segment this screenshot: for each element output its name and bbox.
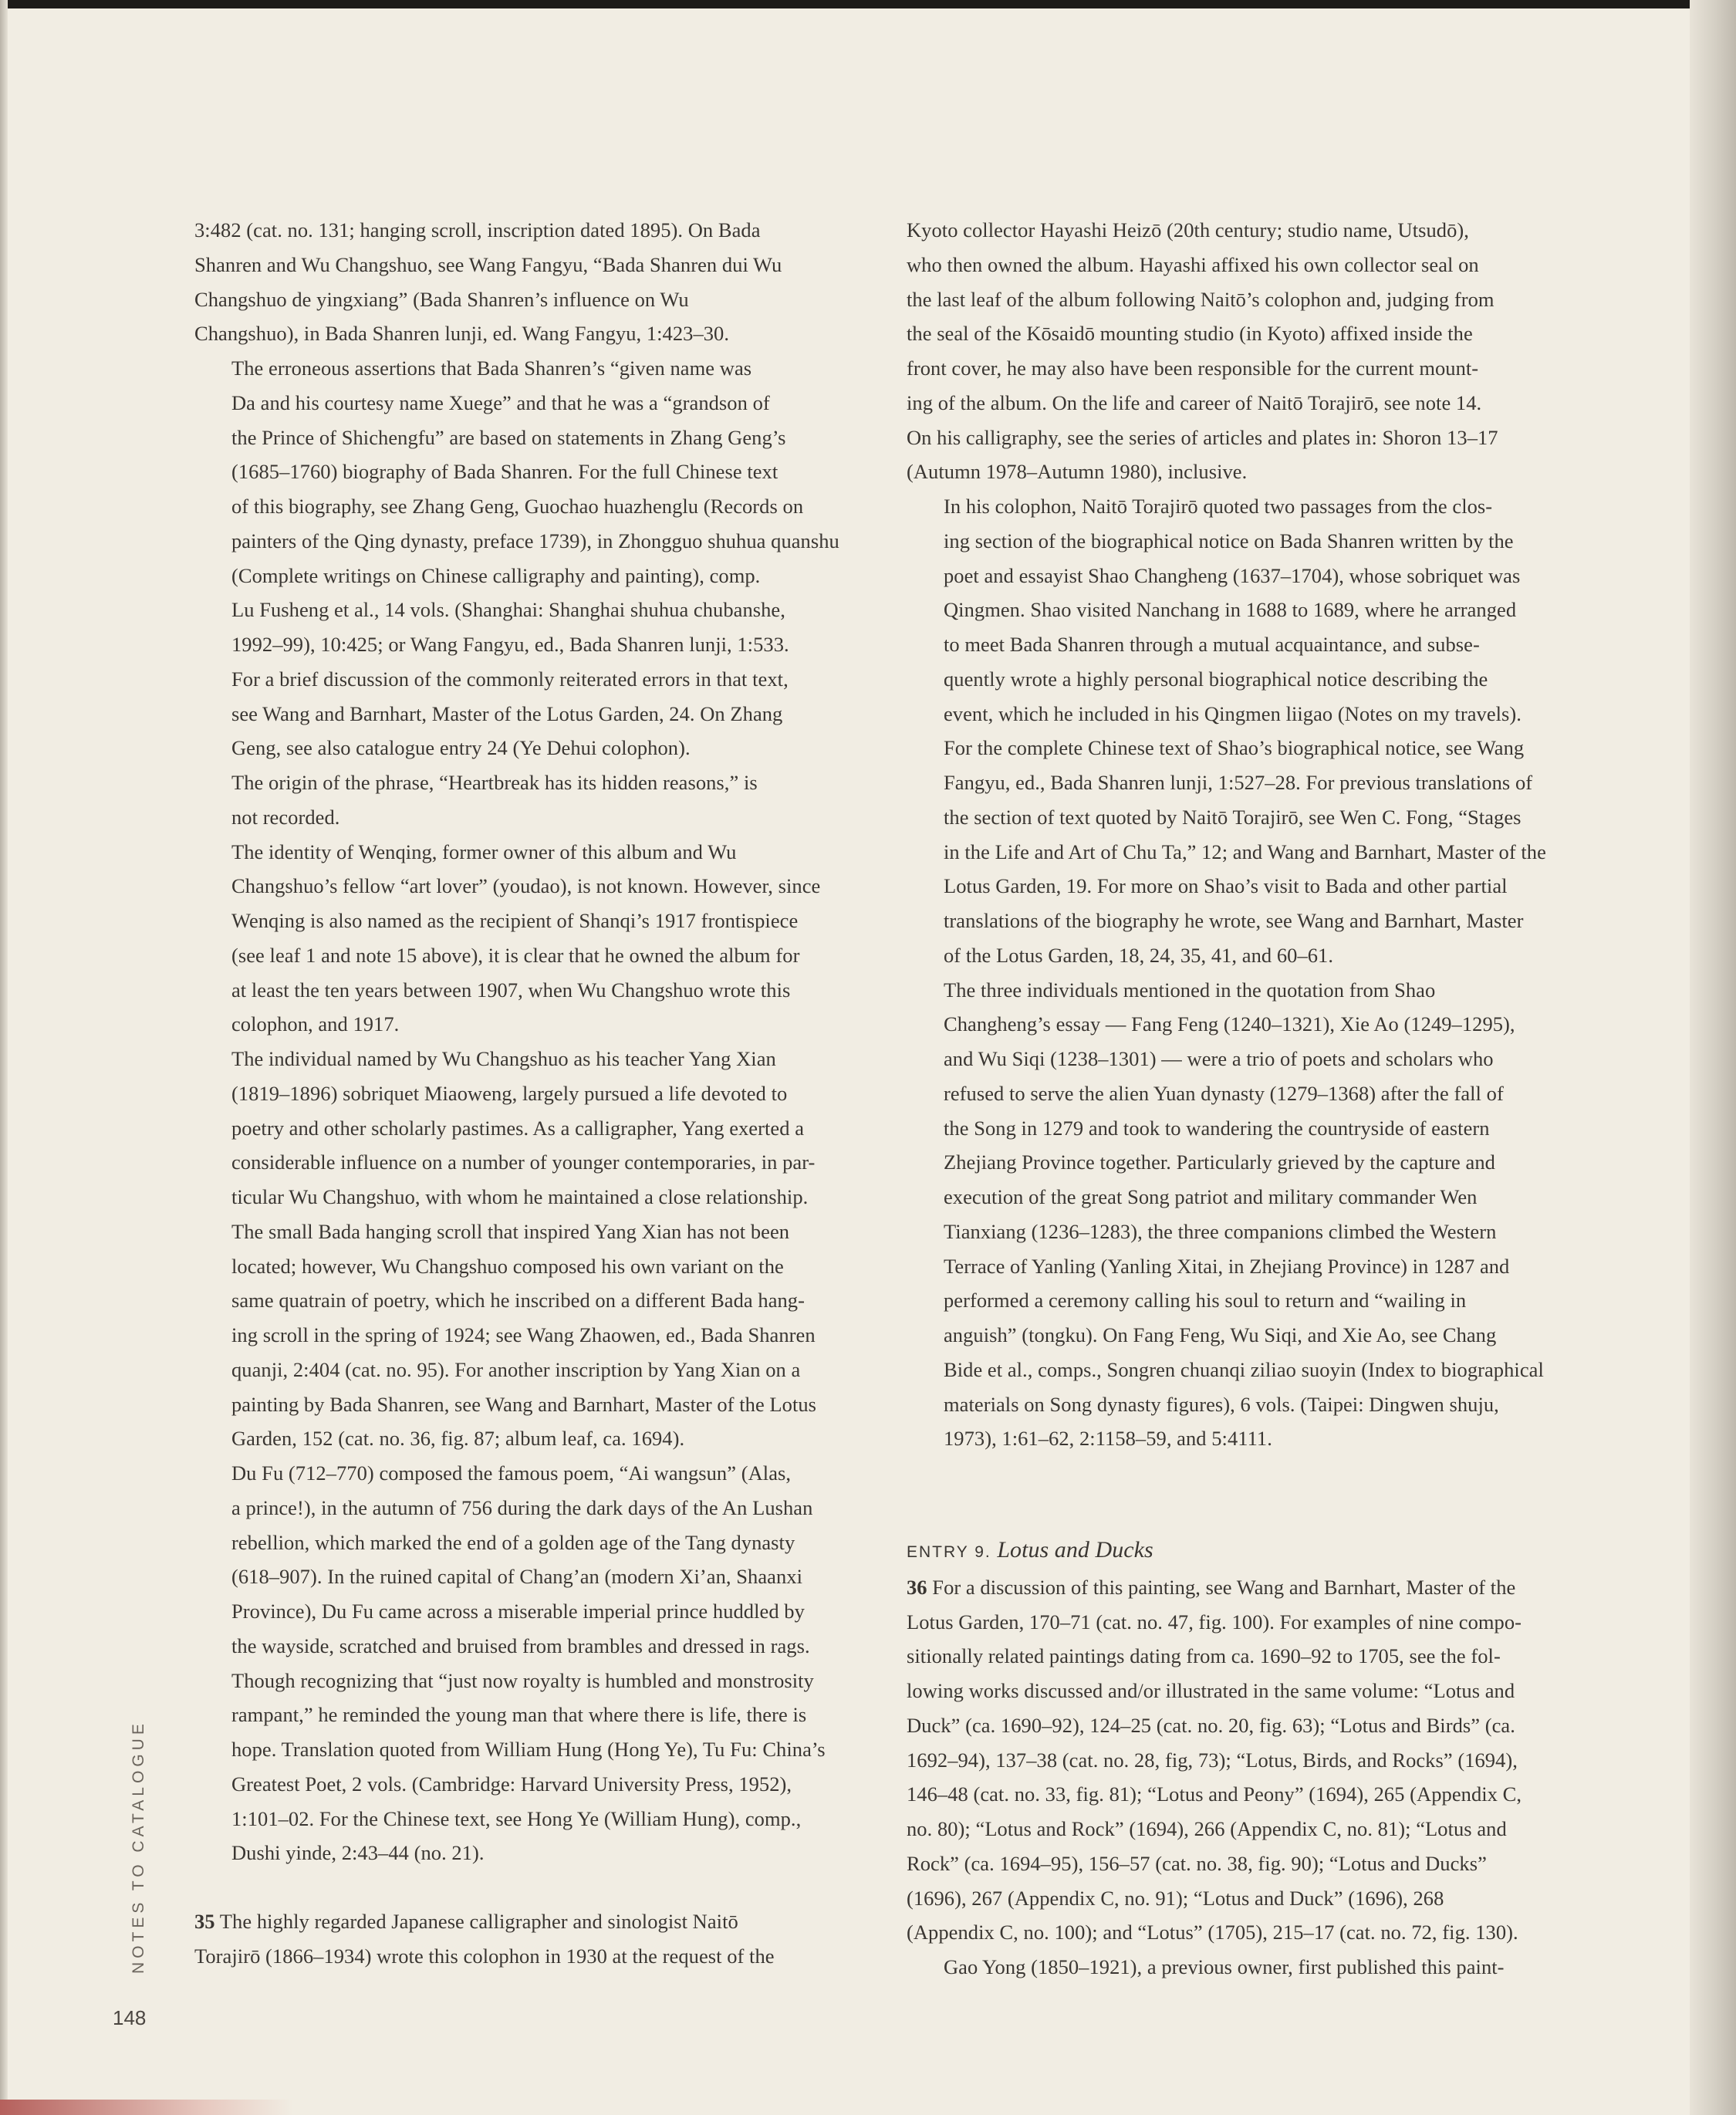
paragraph	[194, 213, 873, 351]
text-line: In his colophon, Naitō Torajirō quoted two passages from the clos-	[944, 495, 1493, 518]
text-line: quanji, 2:404 (cat. no. 95). For another inscription by Yang Xian on a	[231, 1357, 801, 1381]
note-36-line: Duck” (ca. 1690–92), 124–25 (cat. no. 20, fig. 63); “Lotus and Birds” (ca.	[907, 1713, 1515, 1737]
text-line: The three individuals mentioned in the quotation from Shao	[944, 978, 1436, 1002]
text-line: (1819–1896) sobriquet Miaoweng, largely pursued a life devoted to	[231, 1081, 788, 1105]
text-line: who then owned the album. Hayashi affixed his own collector seal on	[907, 252, 1479, 276]
text-line: same quatrain of poetry, which he inscribed on a different Bada hang-	[231, 1289, 805, 1313]
text-line: Greatest Poet, 2 vols. (Cambridge: Harvard University Press, 1952),	[231, 1772, 792, 1796]
note-35-line: The highly regarded Japanese calligrapher and sinologist Naitō	[214, 1910, 738, 1933]
note-36-line: Lotus Garden, 170–71 (cat. no. 47, fig. 100). For examples of nine compo-	[907, 1610, 1522, 1634]
note-36-line: 146–48 (cat. no. 33, fig. 81); “Lotus and Peony” (1694), 265 (Appendix C,	[907, 1782, 1522, 1806]
page-left-edge	[0, 0, 8, 2115]
text-line: Bide et al., comps., Songren chuanqi ziliao suoyin (Index to biographical	[944, 1357, 1544, 1381]
text-line: hope. Translation quoted from William Hung (Hong Ye), Tu Fu: China’s	[231, 1738, 826, 1761]
note-36-line: no. 80); “Lotus and Rock” (1694), 266 (Appendix C, no. 81); “Lotus and	[907, 1817, 1507, 1840]
text-line: Geng, see also catalogue entry 24 (Ye Dehui colophon).	[231, 736, 691, 760]
text-line: event, which he included in his Qingmen liigao (Notes on my travels).	[944, 701, 1522, 725]
left-paragraphs	[194, 213, 873, 1870]
text-line: front cover, he may also have been responsible for the current mount-	[907, 356, 1479, 380]
text-line: performed a ceremony calling his soul to return and “wailing in	[944, 1289, 1467, 1313]
entry-heading	[907, 1533, 1586, 1570]
text-line: Qingmen. Shao visited Nanchang in 1688 to 1689, where he arranged	[944, 598, 1517, 622]
section-label: NOTES TO CATALOGUE	[130, 1720, 147, 1974]
text-line: see Wang and Barnhart, Master of the Lotus Garden, 24. On Zhang	[231, 701, 783, 725]
text-line: the seal of the Kōsaidō mounting studio (in Kyoto) affixed inside the	[907, 322, 1473, 346]
entry-label: ENTRY 9.	[907, 1543, 991, 1561]
text-line: Du Fu (712–770) composed the famous poem, “Ai wangsun” (Alas,	[231, 1461, 792, 1485]
text-line: rampant,” he reminded the young man that where there is life, there is	[231, 1703, 807, 1727]
text-line: The erroneous assertions that Bada Shanren’s “given name was	[231, 356, 752, 380]
paragraph	[907, 213, 1586, 489]
text-line: Changshuo), in Bada Shanren lunji, ed. Wang Fangyu, 1:423–30.	[194, 322, 730, 346]
text-line: the Song in 1279 and took to wandering the countryside of eastern	[944, 1116, 1490, 1140]
text-line: The individual named by Wu Changshuo as his teacher Yang Xian	[231, 1047, 776, 1070]
page-gutter	[1690, 0, 1736, 2115]
text-line: Kyoto collector Hayashi Heizō (20th century; studio name, Utsudō),	[907, 218, 1469, 242]
text-line: anguish” (tongku). On Fang Feng, Wu Siqi, and Xie Ao, see Chang	[944, 1323, 1497, 1346]
text-line: painters of the Qing dynasty, preface 1739), in Zhongguo shuhua quanshu	[231, 529, 839, 552]
text-line: of the Lotus Garden, 18, 24, 35, 41, and 60–61.	[944, 943, 1334, 967]
text-line: 1992–99), 10:425; or Wang Fangyu, ed., Bada Shanren lunji, 1:533.	[231, 633, 789, 656]
text-line: Though recognizing that “just now royalty is humbled and monstrosity	[231, 1668, 814, 1692]
text-line: Shanren and Wu Changshuo, see Wang Fangyu, “Bada Shanren dui Wu	[194, 252, 782, 276]
paragraph	[194, 765, 873, 835]
paragraph	[194, 835, 873, 1042]
text-line: Changheng’s essay — Fang Feng (1240–1321), Xie Ao (1249–1295),	[944, 1012, 1515, 1036]
text-line: to meet Bada Shanren through a mutual acquaintance, and subse-	[944, 633, 1480, 656]
text-line: Zhejiang Province together. Particularly grieved by the capture and	[944, 1150, 1495, 1174]
entry-title: Lotus and Ducks	[991, 1537, 1153, 1563]
text-line: at least the ten years between 1907, when Wu Changshuo wrote this	[231, 978, 791, 1002]
paragraph	[194, 351, 873, 765]
text-line: For the complete Chinese text of Shao’s biographical notice, see Wang	[944, 736, 1525, 760]
text-line: Garden, 152 (cat. no. 36, fig. 87; album leaf, ca. 1694).	[231, 1427, 685, 1451]
note-36-number: 36	[907, 1575, 927, 1599]
text-line: not recorded.	[231, 805, 340, 829]
text-line: refused to serve the alien Yuan dynasty (1279–1368) after the fall of	[944, 1081, 1504, 1105]
note-36-line: For a discussion of this painting, see Wang and Barnhart, Master of the	[927, 1575, 1516, 1599]
text-line: Dushi yinde, 2:43–44 (no. 21).	[231, 1841, 485, 1865]
note-36	[907, 1570, 1586, 1950]
text-line: of this biography, see Zhang Geng, Guochao huazhenglu (Records on	[231, 495, 804, 518]
text-line: Terrace of Yanling (Yanling Xitai, in Zhejiang Province) in 1287 and	[944, 1254, 1510, 1278]
text-line: Fangyu, ed., Bada Shanren lunji, 1:527–28. For previous translations of	[944, 771, 1533, 794]
page-bottom-edge	[0, 2100, 293, 2115]
note-36-line: sitionally related paintings dating from ca. 1690–92 to 1705, see the fol-	[907, 1644, 1501, 1668]
paragraph	[907, 489, 1586, 973]
text-line: the section of text quoted by Naitō Torajirō, see Wen C. Fong, “Stages	[944, 805, 1522, 829]
text-line: Changshuo de yingxiang” (Bada Shanren’s influence on Wu	[194, 287, 689, 311]
right-paragraphs	[907, 213, 1586, 1456]
text-line: (Autumn 1978–Autumn 1980), inclusive.	[907, 460, 1248, 484]
text-line: Lu Fusheng et al., 14 vols. (Shanghai: Shanghai shuhua chubanshe,	[231, 598, 785, 622]
text-line: Da and his courtesy name Xuege” and that he was a “grandson of	[231, 390, 770, 414]
text-line: the wayside, scratched and bruised from brambles and dressed in rags.	[231, 1634, 810, 1657]
text-line: Tianxiang (1236–1283), the three companions climbed the Western	[944, 1219, 1497, 1243]
note-35-line: Torajirō (1866–1934) wrote this colophon in 1930 at the request of the	[194, 1944, 775, 1968]
text-line: in the Life and Art of Chu Ta,” 12; and Wang and Barnhart, Master of the	[944, 840, 1546, 863]
text-line: poetry and other scholarly pastimes. As a calligrapher, Yang exerted a	[231, 1116, 805, 1140]
note-36-line: lowing works discussed and/or illustrated in the same volume: “Lotus and	[907, 1679, 1515, 1702]
paragraph	[907, 973, 1586, 1457]
page-top-border	[0, 0, 1736, 8]
text-line: rebellion, which marked the end of a golden age of the Tang dynasty	[231, 1530, 795, 1554]
text-line: ing section of the biographical notice on Bada Shanren written by the	[944, 529, 1514, 552]
text-line: ing scroll in the spring of 1924; see Wang Zhaowen, ed., Bada Shanren	[231, 1323, 816, 1346]
text-line: 3:482 (cat. no. 131; hanging scroll, inscription dated 1895). On Bada	[194, 218, 761, 242]
note-36-continuation	[907, 1950, 1586, 1985]
text-line: located; however, Wu Changshuo composed his own variant on the	[231, 1254, 784, 1278]
text-line: The small Bada hanging scroll that inspired Yang Xian has not been	[231, 1219, 790, 1243]
paragraph	[194, 1456, 873, 1870]
note-35-number: 35	[194, 1910, 215, 1933]
page-number: 148	[113, 2006, 147, 2029]
text-line: materials on Song dynasty figures), 6 vols. (Taipei: Dingwen shuju,	[944, 1392, 1499, 1416]
text-line: (see leaf 1 and note 15 above), it is clear that he owned the album for	[231, 943, 800, 967]
note-36-line: (1696), 267 (Appendix C, no. 91); “Lotus and Duck” (1696), 268	[907, 1886, 1444, 1910]
text-line: ticular Wu Changshuo, with whom he maintained a close relationship.	[231, 1185, 809, 1208]
right-column	[907, 213, 1586, 1985]
text-line: 1973), 1:61–62, 2:1158–59, and 5:4111.	[944, 1427, 1272, 1451]
text-line: Province), Du Fu came across a miserable imperial prince huddled by	[231, 1600, 805, 1623]
note-36-line: 1692–94), 137–38 (cat. no. 28, fig, 73); “Lotus, Birds, and Rocks” (1694),	[907, 1748, 1518, 1772]
note-35	[194, 1904, 873, 1974]
text-line: 1:101–02. For the Chinese text, see Hong Ye (William Hung), comp.,	[231, 1806, 802, 1830]
text-line: the last leaf of the album following Naitō’s colophon and, judging from	[907, 287, 1495, 311]
text-line: Wenqing is also named as the recipient of Shanqi’s 1917 frontispiece	[231, 909, 799, 932]
text-line: and Wu Siqi (1238–1301) — were a trio of poets and scholars who	[944, 1047, 1494, 1070]
text-line: (618–907). In the ruined capital of Chang’an (modern Xi’an, Shaanxi	[231, 1565, 802, 1589]
note-36-line: (Appendix C, no. 100); and “Lotus” (1705), 215–17 (cat. no. 72, fig. 130).	[907, 1921, 1518, 1944]
text-line: the Prince of Shichengfu” are based on statements in Zhang Geng’s	[231, 425, 786, 449]
text-line: poet and essayist Shao Changheng (1637–1704), whose sobriquet was	[944, 563, 1521, 587]
text-line: painting by Bada Shanren, see Wang and Barnhart, Master of the Lotus	[231, 1392, 817, 1416]
text-line: On his calligraphy, see the series of articles and plates in: Shoron 13–17	[907, 425, 1498, 449]
note-36-line: Rock” (ca. 1694–95), 156–57 (cat. no. 38, fig. 90); “Lotus and Ducks”	[907, 1851, 1487, 1875]
text-line: execution of the great Song patriot and military commander Wen	[944, 1185, 1478, 1208]
text-line: (Complete writings on Chinese calligraphy and painting), comp.	[231, 563, 761, 587]
paragraph	[194, 1042, 873, 1456]
left-column	[194, 213, 873, 1974]
text-line: Lotus Garden, 19. For more on Shao’s visit to Bada and other partial	[944, 874, 1508, 898]
text-line: The identity of Wenqing, former owner of this album and Wu	[231, 840, 737, 863]
text-line: quently wrote a highly personal biographical notice describing the	[944, 667, 1488, 691]
text-line: translations of the biography he wrote, see Wang and Barnhart, Master	[944, 909, 1524, 932]
text-line: For a brief discussion of the commonly reiterated errors in that text,	[231, 667, 789, 691]
text-line: The origin of the phrase, “Heartbreak has its hidden reasons,” is	[231, 771, 758, 794]
text-line: ing of the album. On the life and career of Naitō Torajirō, see note 14.	[907, 390, 1482, 414]
text-line: colophon, and 1917.	[231, 1012, 400, 1036]
note-36-continuation-line: Gao Yong (1850–1921), a previous owner, first published this paint-	[944, 1955, 1505, 1978]
text-line: Changshuo’s fellow “art lover” (youdao), is not known. However, since	[231, 874, 821, 898]
text-line: a prince!), in the autumn of 756 during the dark days of the An Lushan	[231, 1495, 813, 1519]
text-line: (1685–1760) biography of Bada Shanren. For the full Chinese text	[231, 460, 778, 484]
text-line: considerable influence on a number of younger contemporaries, in par-	[231, 1150, 816, 1174]
